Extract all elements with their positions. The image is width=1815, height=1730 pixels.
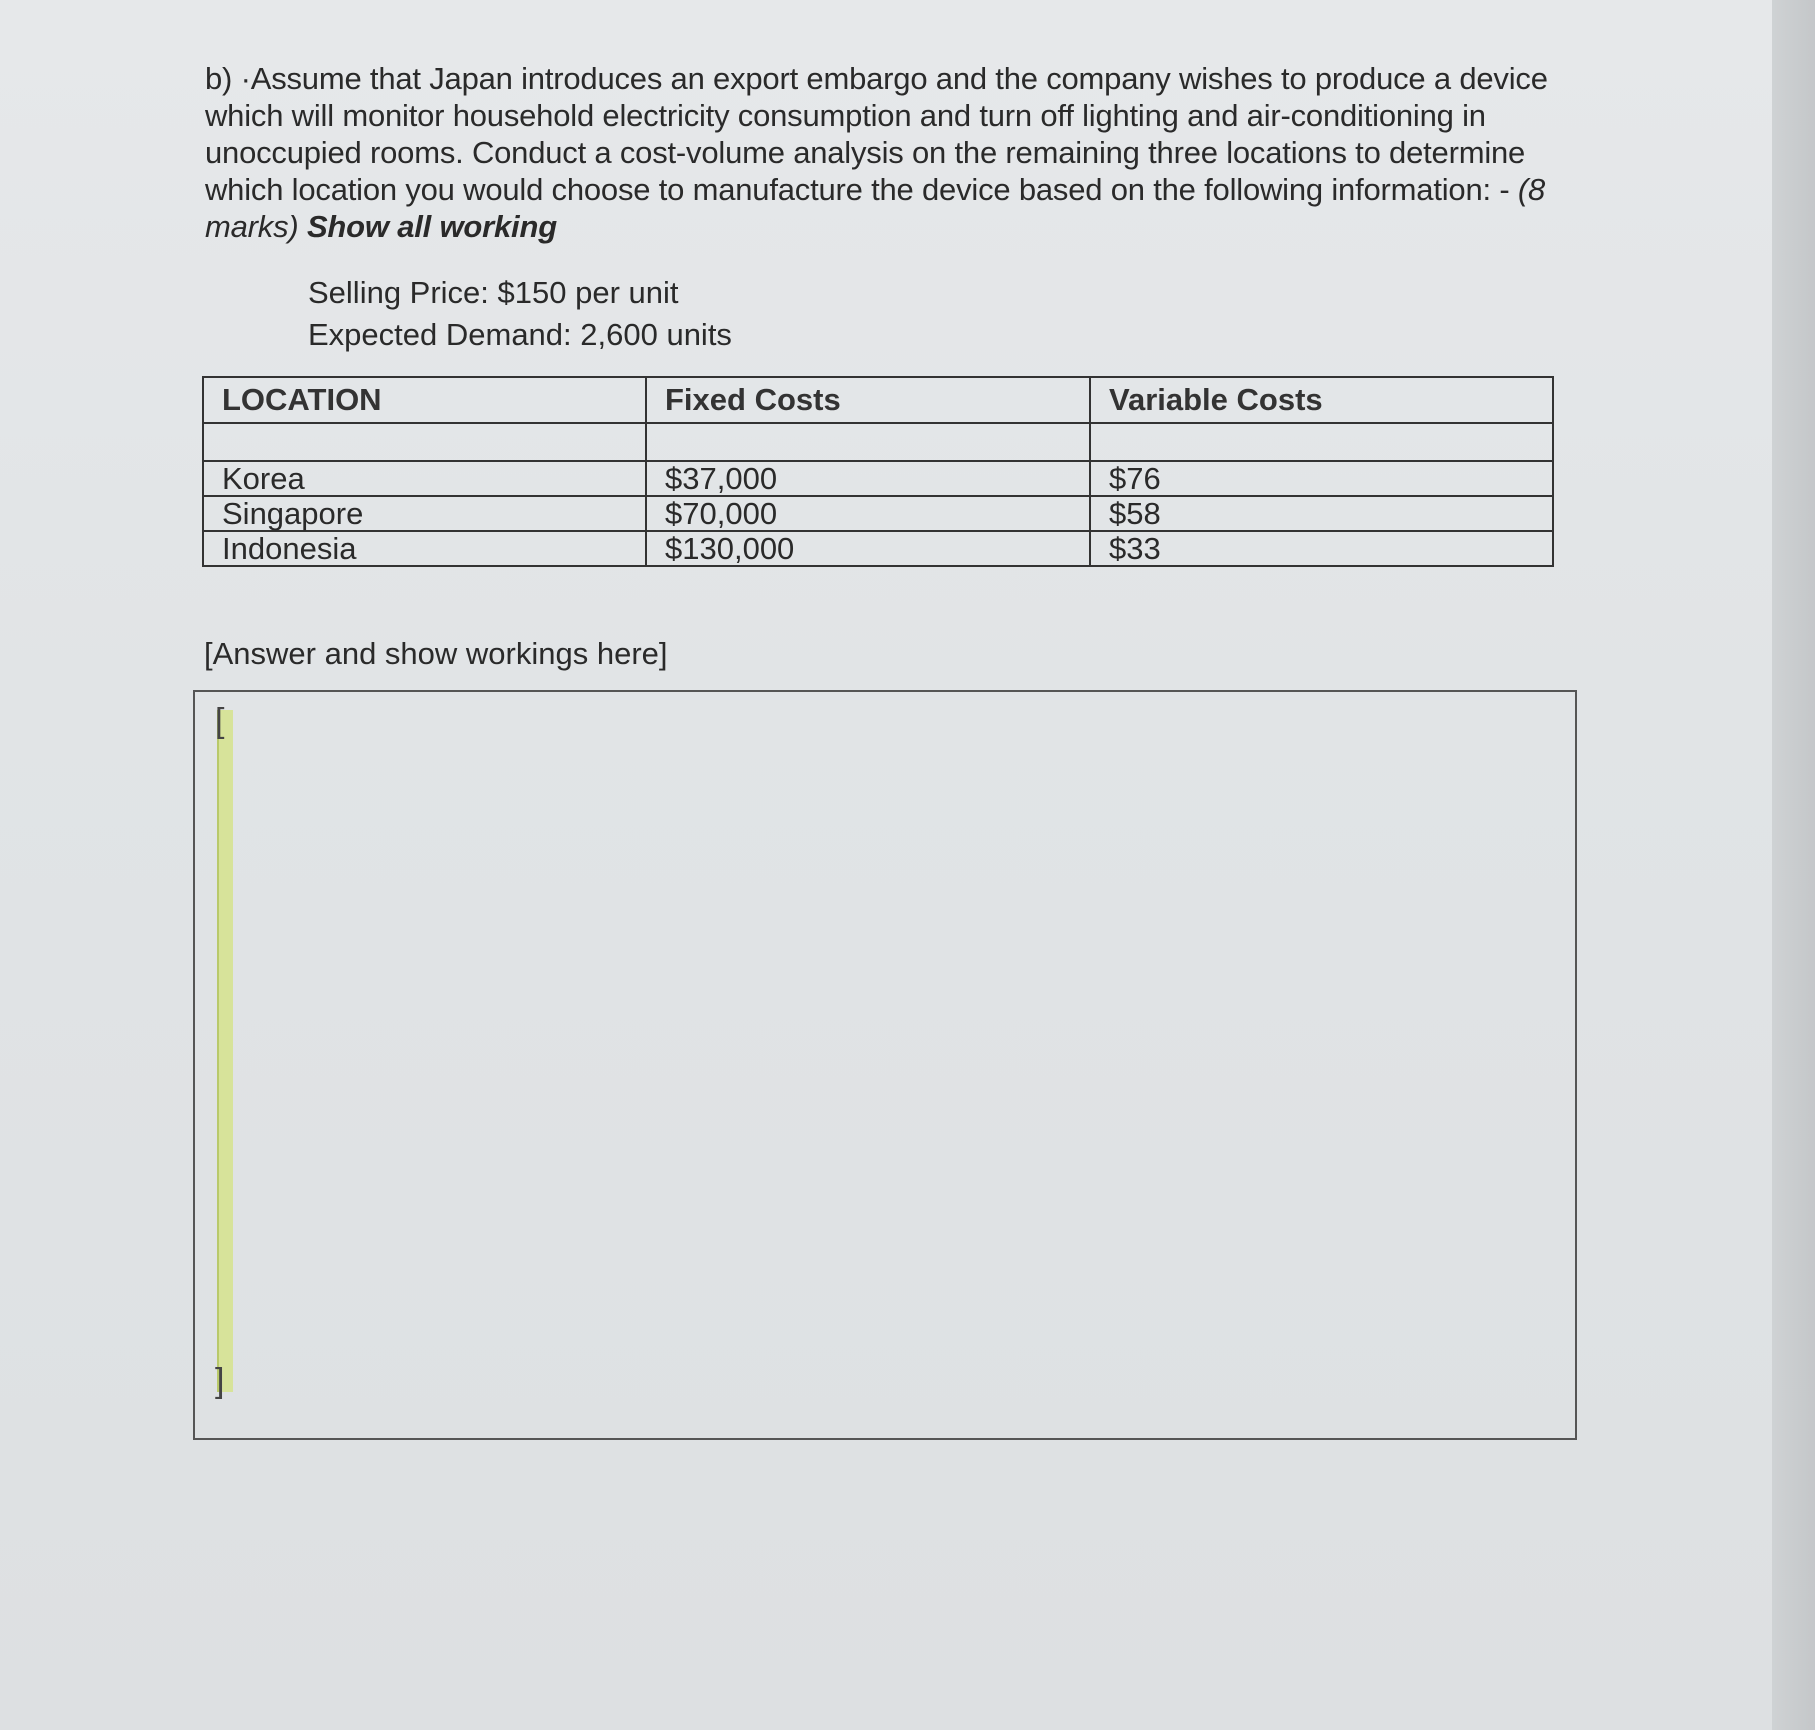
table-cell: Singapore	[203, 496, 646, 531]
question-part-label: b)	[205, 61, 233, 96]
header-variable-costs: Variable Costs	[1090, 377, 1553, 423]
field-open-bracket: [	[215, 702, 225, 740]
table-cell: $58	[1090, 496, 1553, 531]
table-cell: Korea	[203, 461, 646, 496]
page-edge	[1772, 0, 1815, 1730]
table-cell: $130,000	[646, 531, 1090, 566]
form-field-highlight[interactable]	[217, 710, 233, 1392]
given-information	[308, 272, 732, 356]
table-cell	[1090, 423, 1553, 461]
table-blank-row	[203, 423, 1553, 461]
table-cell	[203, 423, 646, 461]
table-cell: Indonesia	[203, 531, 646, 566]
table-row	[203, 496, 1553, 531]
table-cell: $37,000	[646, 461, 1090, 496]
table-row	[203, 531, 1553, 566]
field-close-bracket: ]	[215, 1362, 225, 1400]
answer-prompt: [Answer and show workings here]	[204, 636, 668, 671]
question-body: ·Assume that Japan introduces an export embargo and the company wishes to produce a device which will monitor household electricity consumption and turn off lighting and air-conditioning in unoccupied rooms. Conduct a cost-volume analysis on the remaining three locations to determine which location you would choose to manufacture the device based on the following information: -	[205, 61, 1548, 207]
header-location: LOCATION	[203, 377, 646, 423]
question-text	[205, 60, 1565, 245]
location-costs-table	[202, 376, 1554, 567]
expected-demand-line: Expected Demand: 2,600 units	[308, 317, 732, 352]
question-marks: (8 marks)	[205, 172, 1546, 244]
table-cell: $33	[1090, 531, 1553, 566]
table-cell: $70,000	[646, 496, 1090, 531]
question-instruction: Show all working	[306, 209, 557, 244]
answer-text-box[interactable]	[193, 690, 1577, 1440]
table-header-row	[203, 377, 1553, 423]
table-cell: $76	[1090, 461, 1553, 496]
header-fixed-costs: Fixed Costs	[646, 377, 1090, 423]
selling-price-line: Selling Price: $150 per unit	[308, 275, 679, 310]
table-row	[203, 461, 1553, 496]
table-cell	[646, 423, 1090, 461]
